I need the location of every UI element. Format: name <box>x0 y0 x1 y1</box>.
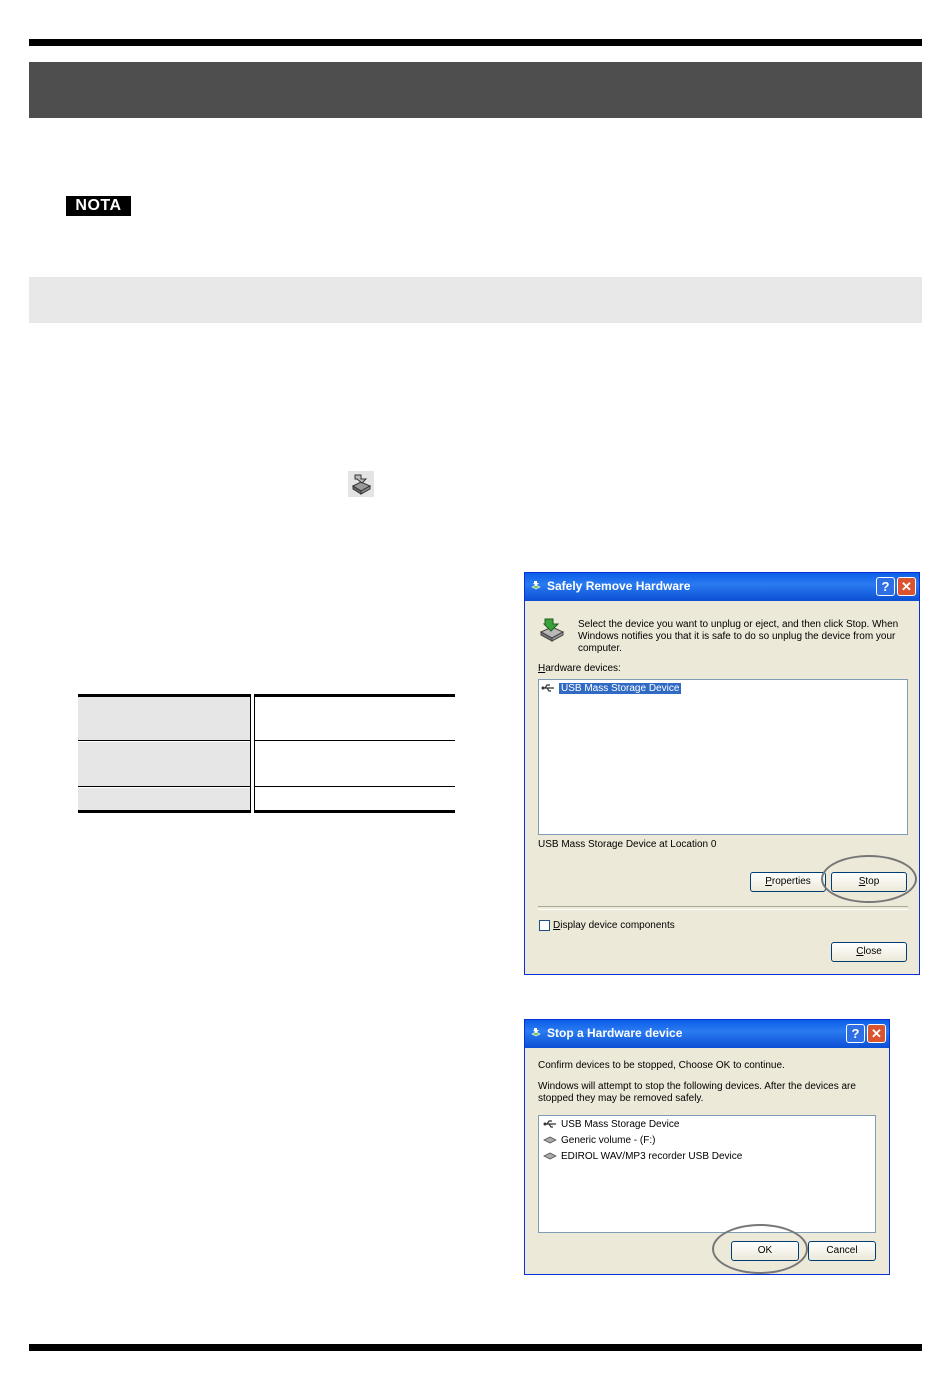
table-cell <box>78 696 250 740</box>
bottom-rule <box>29 1344 922 1351</box>
table-column-divider <box>250 694 255 813</box>
windows-stop-text: Windows will attempt to stop the following devices. After the devices are stopped they may be removed safely. <box>538 1081 856 1104</box>
dialog-title: Safely Remove Hardware <box>547 579 691 593</box>
help-button[interactable]: ? <box>876 577 895 596</box>
hardware-devices-label: Hardware devices: <box>538 663 621 674</box>
highlight-circle <box>821 855 917 903</box>
disk-drive-icon <box>543 1151 557 1161</box>
device-label: EDIROL WAV/MP3 recorder USB Device <box>561 1151 743 1162</box>
highlight-circle <box>712 1224 808 1274</box>
list-item <box>543 1118 679 1132</box>
stop-hardware-device-dialog <box>524 1019 890 1275</box>
usb-device-icon <box>543 1119 557 1129</box>
table-divider <box>78 740 455 741</box>
dialog-title: Stop a Hardware device <box>547 1026 683 1040</box>
device-location-text: USB Mass Storage Device at Location 0 <box>538 839 717 850</box>
device-item-label: USB Mass Storage Device <box>561 683 680 694</box>
devices-to-stop-list[interactable] <box>538 1115 876 1233</box>
section-band <box>29 277 922 323</box>
table-divider <box>78 786 455 787</box>
top-rule <box>29 39 922 46</box>
safely-remove-hardware-icon <box>347 470 375 498</box>
close-button[interactable]: Close <box>831 942 907 962</box>
header-band <box>29 62 922 118</box>
help-button[interactable]: ? <box>846 1024 865 1043</box>
hardware-devices-list[interactable] <box>538 679 908 835</box>
stop-button[interactable]: Stop <box>831 872 907 892</box>
instruction-text: Select the device you want to unplug or eject, and then click Stop. When Windows notifies you that it is safe to do so unplug the device from your computer. <box>578 619 899 654</box>
nota-badge: NOTA <box>66 196 131 216</box>
table-cell <box>78 742 250 786</box>
info-table <box>78 694 455 813</box>
list-item <box>543 1150 742 1164</box>
ok-button[interactable]: OK <box>731 1241 799 1261</box>
close-window-button[interactable]: ✕ <box>897 577 916 596</box>
usb-device-icon <box>541 683 555 693</box>
dialog-titlebar[interactable] <box>525 1020 889 1048</box>
safely-remove-hardware-dialog <box>524 572 920 975</box>
device-label: Generic volume - (F:) <box>561 1135 656 1146</box>
display-components-checkbox[interactable] <box>539 920 550 931</box>
table-bottom-border <box>78 810 455 813</box>
list-item[interactable] <box>541 682 681 696</box>
close-window-button[interactable]: ✕ <box>867 1024 886 1043</box>
disk-drive-icon <box>543 1135 557 1145</box>
table-top-border <box>78 694 455 697</box>
separator <box>538 906 908 910</box>
remove-hardware-icon <box>538 616 566 644</box>
display-components-label: Display device components <box>553 920 675 931</box>
confirm-text: Confirm devices to be stopped, Choose OK to continue. <box>538 1060 785 1071</box>
table-cell <box>78 788 250 810</box>
cancel-button[interactable]: Cancel <box>808 1241 876 1261</box>
hardware-icon <box>530 1027 542 1039</box>
properties-button[interactable]: Properties <box>750 872 826 892</box>
device-label: USB Mass Storage Device <box>561 1119 680 1130</box>
list-item <box>543 1134 655 1148</box>
hardware-icon <box>530 580 542 592</box>
dialog-titlebar[interactable] <box>525 573 919 601</box>
